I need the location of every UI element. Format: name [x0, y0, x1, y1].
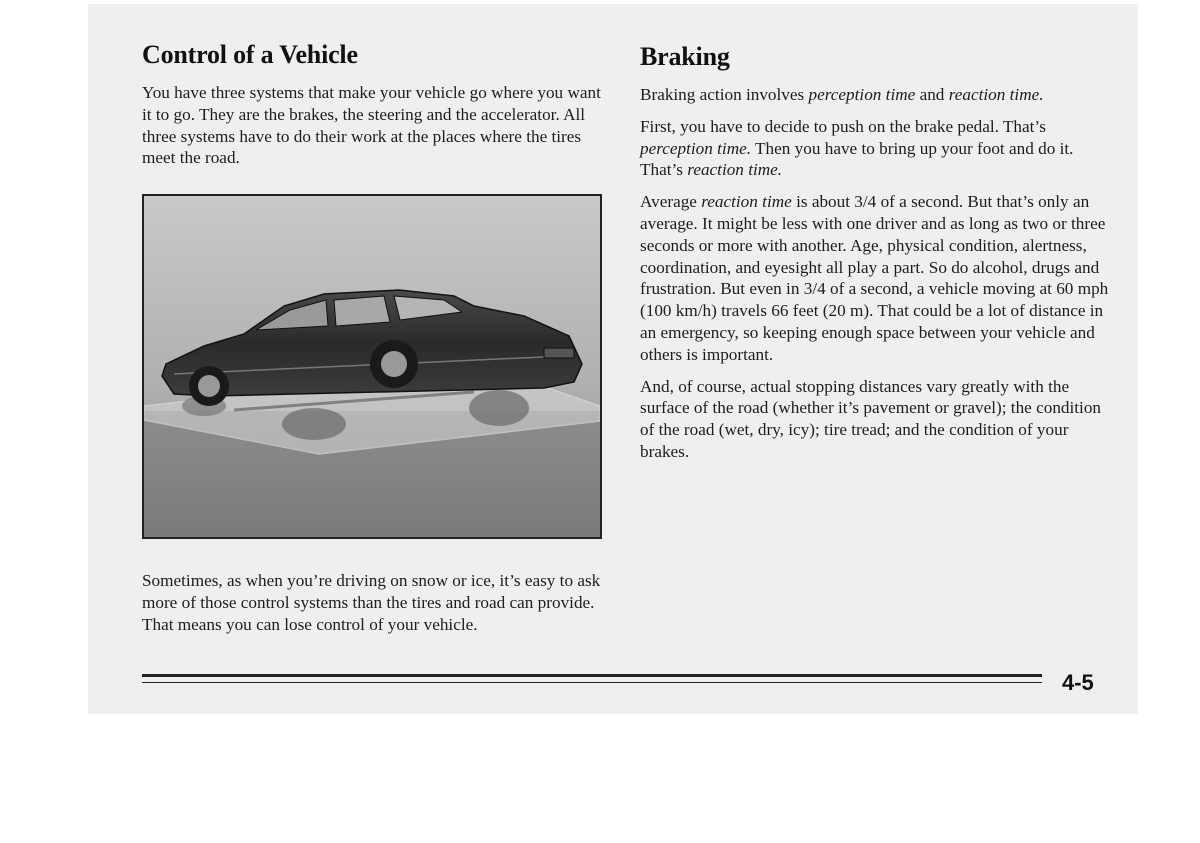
emphasis-perception-time: perception time	[808, 85, 916, 104]
text-run: Braking action involves	[640, 85, 809, 104]
left-bottom-block	[142, 570, 602, 645]
left-column	[142, 40, 612, 179]
braking-paragraph-1	[640, 84, 1110, 106]
footer-rule-thick	[142, 674, 1042, 677]
emphasis-perception-time: perception time.	[640, 138, 752, 158]
car-on-glass-illustration	[142, 194, 602, 539]
text-run: Then you have to bring up your foot and do it. That’s	[640, 138, 1074, 180]
control-closing-paragraph: Sometimes, as when you’re driving on snow or ice, it’s easy to ask more of those control systems than the tires and road can provide. That means you can lose control of your vehicle.	[142, 571, 601, 634]
text-run: Average	[640, 192, 702, 212]
braking-paragraph-4: And, of course, actual stopping distances vary greatly with the surface of the road (whether it’s pavement or gravel); the condition of the road (wet, dry, icy); tire tread; and the condition of your brakes.	[640, 376, 1102, 461]
braking-paragraph-3	[640, 191, 1110, 365]
text-run: is about 3/4 of a second. But that’s only an average. It might be less with one driver and as long as two or three seconds or more with another. Age, physical condition, alertness, coordination, and eyesight all play a part. So do alcohol, drugs and frustration. But even in 3/4 of a second, a vehicle moving at 60 mph (100 km/h) travels 66 feet (20 m). That could be a lot of distance in an emergency, so keeping enough space between your vehicle and others is important.	[640, 192, 1109, 364]
emphasis-reaction-time: reaction time.	[687, 160, 783, 180]
emphasis-reaction-time: reaction time	[701, 192, 792, 212]
car-illustration-image	[144, 196, 600, 537]
control-intro-paragraph: You have three systems that make your vehicle go where you want it to go. They are the brakes, the steering and the accelerator. All three systems have to do their work at the places where the tires meet the road.	[142, 83, 601, 168]
braking-paragraph-2	[640, 116, 1110, 181]
right-column	[640, 42, 1110, 473]
page-number: 4-5	[1062, 670, 1094, 695]
footer-rule-thin	[142, 682, 1042, 683]
section-heading-braking: Braking	[640, 42, 730, 71]
section-heading-control: Control of a Vehicle	[142, 40, 358, 69]
text-run: First, you have to decide to push on the brake pedal. That’s	[640, 116, 1046, 136]
text-run: and	[915, 85, 949, 104]
emphasis-reaction-time: reaction time.	[948, 85, 1044, 104]
